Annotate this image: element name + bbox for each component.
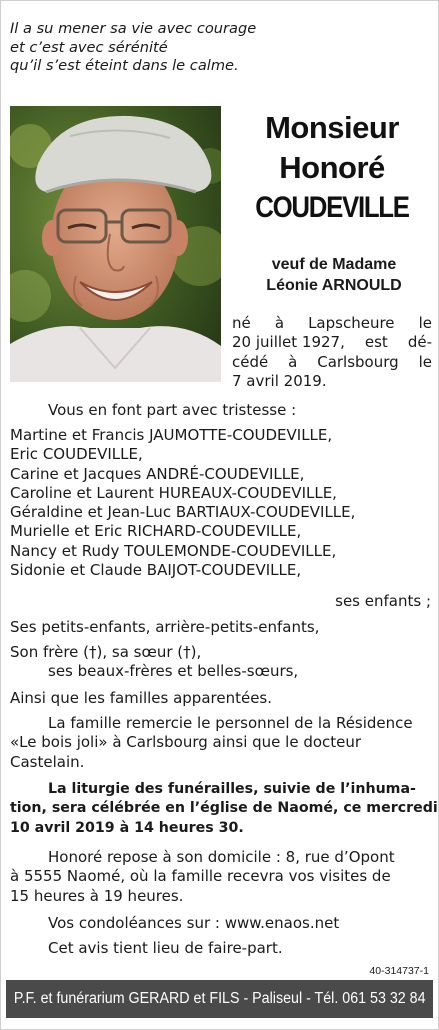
reference-number: 40-314737-1: [369, 965, 429, 977]
paragraph-line: La liturgie des funérailles, suivie de l’inhuma-: [48, 781, 416, 797]
birth-death-info: [232, 314, 432, 391]
word: à: [288, 352, 298, 371]
list-item: Murielle et Eric RICHARD-COUDEVILLE,: [10, 522, 302, 541]
liturgy-paragraph: [10, 780, 438, 838]
word: le: [418, 314, 432, 332]
paragraph-line: Honoré repose à son domicile : 8, rue d’Opont: [48, 848, 395, 866]
siblings-line: Son frère (†), sa sœur (†),: [10, 643, 202, 661]
grandchildren: Ses petits-enfants, arrière-petits-enfants,: [10, 618, 320, 636]
siblings-line: ses beaux-frères et belles-sœurs,: [48, 662, 299, 681]
word: le: [418, 352, 432, 371]
notice: Cet avis tient lieu de faire-part.: [48, 939, 283, 957]
deceased-title: Monsieur: [265, 110, 399, 145]
funeral-home-footer: [6, 980, 433, 1018]
deceased-first-name: Honoré: [279, 150, 385, 185]
children-list: [10, 426, 431, 580]
list-item: Caroline et Laurent HUREAUX-COUDEVILLE,: [10, 483, 337, 502]
footer-text: P.F. et funérarium GERARD et FILS - Paliseul - Tél. 061 53 32 84: [13, 990, 426, 1007]
families: Ainsi que les familles apparentées.: [10, 689, 273, 707]
portrait-illustration: [10, 106, 221, 382]
paragraph-line: tion, sera célébrée en l’église de Naomé, ce mercredi: [10, 800, 438, 817]
word: à: [274, 314, 285, 332]
rest-paragraph: [10, 848, 431, 906]
deceased-name: [232, 108, 432, 228]
birth-line: [232, 353, 432, 372]
list-item: Sidonie et Claude BAIJOT-COUDEVILLE,: [10, 561, 302, 580]
birth-line: [232, 372, 432, 391]
word: né: [232, 314, 251, 332]
paragraph-line: 10 avril 2019 à 14 heures 30.: [10, 819, 244, 836]
list-item: Géraldine et Jean-Luc BARTIAUX-COUDEVILLE,: [10, 503, 356, 522]
paragraph-line: Castelain.: [10, 752, 85, 771]
deceased-last-name: COUDEVILLE: [255, 191, 409, 224]
list-item: Martine et Francis JAUMOTTE-COUDEVILLE,: [10, 426, 333, 444]
thanks-paragraph: [10, 714, 431, 772]
condolences: Vos condoléances sur : www.enaos.net: [48, 914, 340, 932]
siblings: [10, 643, 431, 682]
epitaph-quote: [10, 20, 256, 76]
word: 7 avril 2019.: [232, 371, 327, 390]
announcement: Vous en font part avec tristesse :: [48, 401, 297, 419]
birth-line: [232, 333, 432, 352]
widow-line: veuf de Madame: [271, 256, 397, 273]
paragraph-line: La famille remercie le personnel de la Résidence: [48, 714, 413, 732]
word: cédé: [232, 352, 269, 371]
list-item: Nancy et Rudy TOULEMONDE-COUDEVILLE,: [10, 541, 337, 560]
widow-line: Léonie ARNOULD: [266, 277, 402, 294]
word: est: [364, 333, 388, 352]
widow-of: [236, 254, 432, 296]
paragraph-line: à 5555 Naomé, où la famille recevra vos visites de: [10, 867, 391, 886]
children-label: ses enfants ;: [335, 592, 431, 610]
paragraph-line: 15 heures à 19 heures.: [10, 886, 184, 905]
portrait-photo: [10, 106, 221, 382]
quote-line: qu’il s’est éteint dans le calme.: [10, 57, 239, 74]
word: Carlsbourg: [317, 352, 399, 371]
word: dé-: [407, 333, 432, 352]
word: Lapscheure: [308, 314, 395, 332]
quote-line: et c’est avec sérénité: [10, 38, 168, 56]
word: 20 juillet 1927,: [232, 333, 345, 352]
list-item: Eric COUDEVILLE,: [10, 445, 143, 464]
birth-line: [232, 314, 432, 333]
quote-line: Il a su mener sa vie avec courage: [10, 20, 257, 37]
list-item: Carine et Jacques ANDRÉ-COUDEVILLE,: [10, 464, 305, 483]
paragraph-line: «Le bois joli» à Carlsbourg ainsi que le docteur: [10, 733, 362, 752]
